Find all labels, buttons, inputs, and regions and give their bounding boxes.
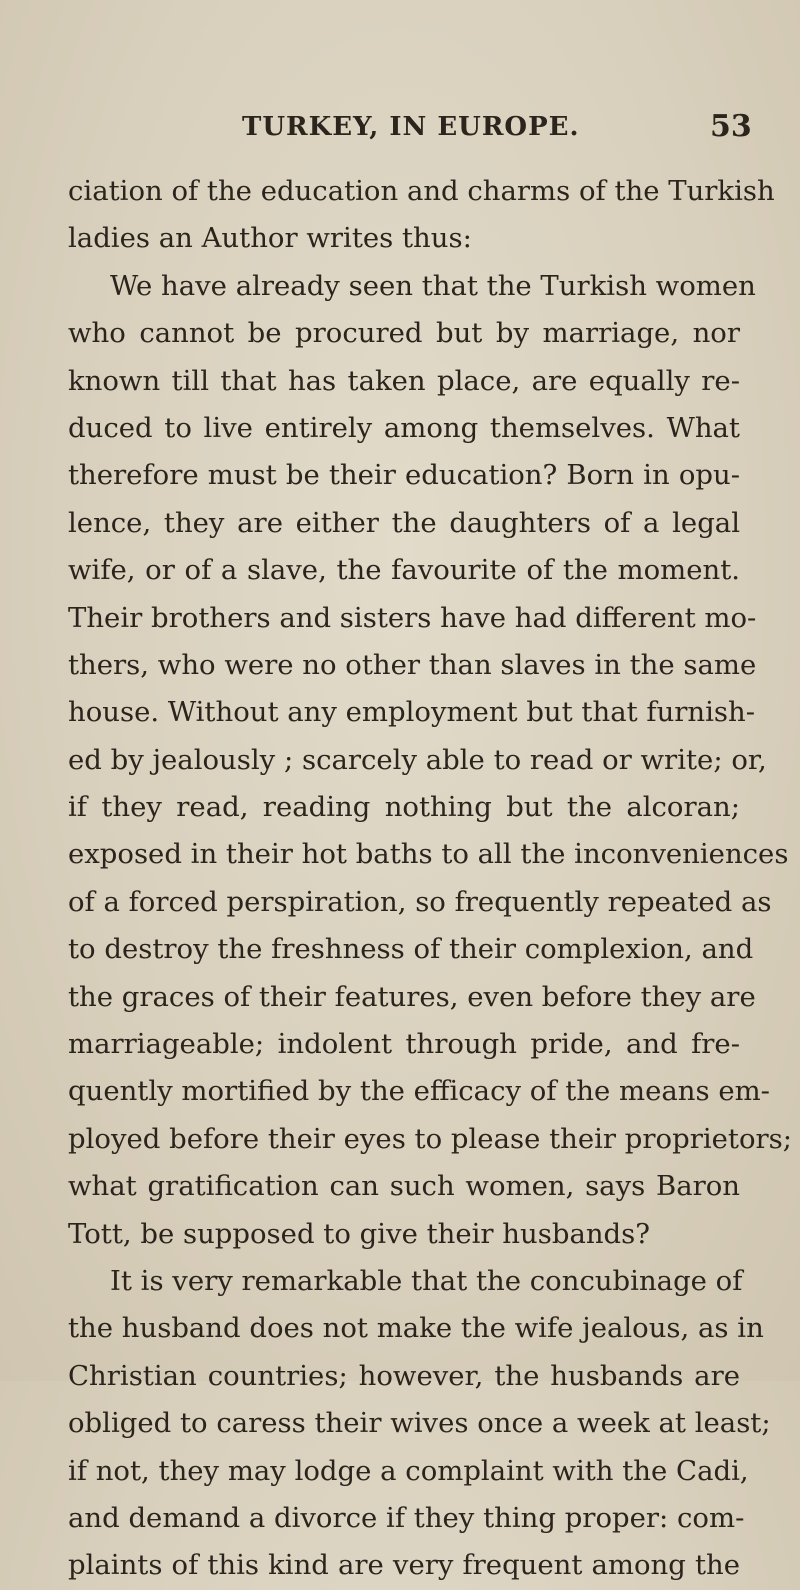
text-line: lence, they are either the daughters of a legal bbox=[68, 506, 740, 539]
text-line: ciation of the education and charms of the Turkish bbox=[68, 175, 775, 207]
text-line: if not, they may lodge a complaint with the Cadi, bbox=[68, 1454, 749, 1487]
body-text bbox=[68, 168, 793, 1590]
text-line: exposed in their hot baths to all the inconveniences bbox=[68, 838, 789, 871]
text-line: obliged to caress their wives once a week at least; bbox=[68, 1407, 771, 1440]
text-line: known till that has taken place, are equally re- bbox=[68, 364, 740, 397]
text-line: Their brothers and sisters have had different mo- bbox=[68, 601, 757, 634]
text-line: We have already seen that the Turkish women bbox=[110, 269, 756, 302]
text-line: It is very remarkable that the concubinage of bbox=[110, 1264, 743, 1297]
text-line: of a forced perspiration, so frequently repeated as bbox=[68, 885, 772, 918]
text-line: who cannot be procured but by marriage, nor bbox=[68, 317, 740, 350]
running-head bbox=[0, 109, 800, 152]
text-line: therefore must be their education? Born in opu- bbox=[68, 459, 740, 492]
text-line: ladies an Author writes thus: bbox=[68, 222, 472, 255]
text-line: what gratification can such women, says Baron bbox=[68, 1170, 740, 1203]
text-line: ployed before their eyes to please their proprietors; bbox=[68, 1122, 793, 1155]
text-line: Christian countries; however, the husbands are bbox=[68, 1359, 740, 1392]
text-line: if they read, reading nothing but the alcoran; bbox=[68, 791, 740, 824]
running-head-title: TURKEY, IN EUROPE. bbox=[242, 112, 580, 142]
text-line: the graces of their features, even before they are bbox=[68, 980, 756, 1013]
text-line: thers, who were no other than slaves in the same bbox=[68, 648, 757, 681]
text-line: ed by jealously ; scarcely able to read or write; or, bbox=[68, 743, 767, 776]
text-line: plaints of this kind are very frequent among the bbox=[68, 1549, 740, 1582]
text-line: Tott, be supposed to give their husbands? bbox=[68, 1217, 651, 1250]
text-line: quently mortified by the efficacy of the means em- bbox=[68, 1075, 770, 1108]
text-line: house. Without any employment but that furnish- bbox=[68, 696, 756, 729]
page-number: 53 bbox=[710, 109, 752, 144]
text-line: to destroy the freshness of their complexion, and bbox=[68, 933, 754, 966]
text-line: wife, or of a slave, the favourite of the moment. bbox=[68, 554, 740, 587]
text-line: and demand a divorce if they thing proper: com- bbox=[68, 1501, 745, 1534]
text-line: duced to live entirely among themselves. What bbox=[68, 411, 740, 444]
text-line: marriageable; indolent through pride, and fre- bbox=[68, 1028, 740, 1061]
text-line: the husband does not make the wife jealous, as in bbox=[68, 1312, 764, 1345]
